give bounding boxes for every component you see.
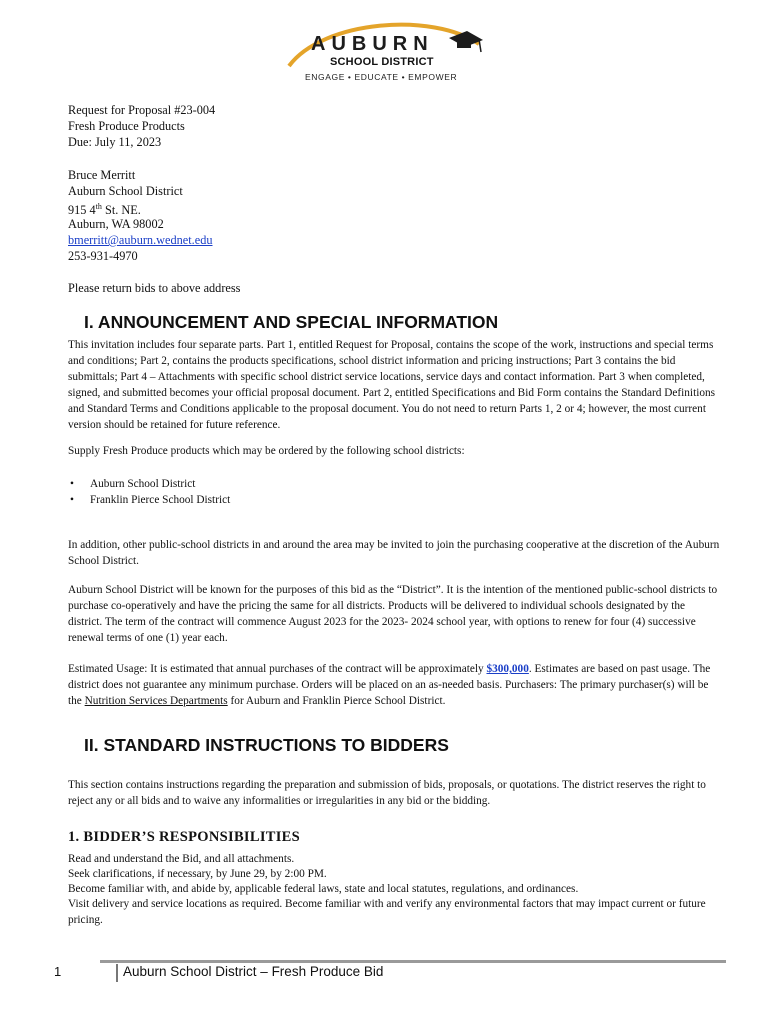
footer-divider xyxy=(100,960,726,963)
section-2-heading: II. STANDARD INSTRUCTIONS TO BIDDERS xyxy=(84,735,449,755)
contact-name: Bruce Merritt xyxy=(68,168,136,182)
rfp-title: Fresh Produce Products xyxy=(68,119,185,133)
footer-title: Auburn School District – Fresh Produce Bid xyxy=(123,964,384,979)
return-note: Please return bids to above address xyxy=(68,281,241,295)
logo-tagline: ENGAGE • EDUCATE • EMPOWER xyxy=(305,72,458,82)
contact-org: Auburn School District xyxy=(68,184,183,198)
list-item: Visit delivery and service locations as required. Become familiar with and verify any environmental factors that may impact current or future pricing. xyxy=(68,898,706,926)
section-1-para-4: Auburn School District will be known for the purposes of this bid as the “District”. It is the intention of the mentioned public-school districts to purchase co-operatively and have the pricing the same for all districts. Products will be delivered to individual schools designated by the district. The term of the contract will commence August 2023 for the 2023- 2024 school year, with options to renew for four (4) successive renewal terms of one (1) year each. xyxy=(68,584,718,644)
rfp-number: Request for Proposal #23-004 xyxy=(68,103,216,117)
estimated-usage: Estimated Usage: It is estimated that annual purchases of the contract will be approximately $300,000. Estimates are based on past usage. The district does not guarantee any minimum purchase. Orders will be placed on an as-needed basis. Purchasers: The primary purchaser(s) will be the Nutrition Services Departments for Auburn and Franklin Pierce School District. xyxy=(68,663,711,707)
section-1-para-3: In addition, other public-school districts in and around the area may be invited to join the purchasing cooperative at the discretion of the Auburn School District. xyxy=(68,539,720,567)
rfp-due-date: Due: July 11, 2023 xyxy=(68,135,162,149)
email-link[interactable]: bmerritt@auburn.wednet.edu xyxy=(68,233,213,247)
logo-district-text: SCHOOL DISTRICT xyxy=(330,56,434,68)
section-2-para-1: This section contains instructions regarding the preparation and submission of bids, proposals, or quotations. The district reserves the right to reject any or all bids and to waive any informalities or irregularities in any bid or the bidding. xyxy=(68,779,706,807)
list-item: Seek clarifications, if necessary, by June 29, by 2:00 PM. xyxy=(68,868,327,880)
nutrition-services-dept: Nutrition Services Departments xyxy=(84,695,228,707)
bidder-responsibilities-heading: 1. BIDDER’S RESPONSIBILITIES xyxy=(68,829,301,845)
list-item: Read and understand the Bid, and all attachments. xyxy=(68,853,295,865)
list-item: • Franklin Pierce School District xyxy=(68,492,230,508)
footer-separator xyxy=(116,964,118,982)
svg-text:AUBURN: AUBURN xyxy=(311,33,434,55)
section-1-para-1: This invitation includes four separate parts. Part 1, entitled Request for Proposal, contains the scope of the work, instructions and special terms and conditions; Part 2, contains the products specifications, school district information and pricing instructions; Part 3 contains the bid submittals; Part 4 – Attachments with specific school district service locations, service days and contact information. Part 3 when completed, signed, and submitted becomes your official proposal document. Part 2, entitled Specifications and Bid Form contains the Standard Definitions and Standard Terms and Conditions applicable to the proposal document. You do not need to return Parts 1, 2 or 4; however, the most current version should be retained for future reference. xyxy=(68,339,716,431)
district-list xyxy=(68,476,230,508)
page-number: 1 xyxy=(54,964,62,979)
contact-street: 915 4th St. NE. xyxy=(68,202,141,218)
list-item: Become familiar with, and abide by, applicable federal laws, state and local statutes, regulations, and ordinances. xyxy=(68,883,579,895)
contact-city: Auburn, WA 98002 xyxy=(68,217,164,231)
usage-amount: $300,000 xyxy=(486,663,529,675)
section-1-heading: I. ANNOUNCEMENT AND SPECIAL INFORMATION xyxy=(84,312,499,332)
contact-email[interactable] xyxy=(68,232,213,248)
section-1-para-2: Supply Fresh Produce products which may be ordered by the following school districts: xyxy=(68,445,465,457)
contact-phone: 253-931-4970 xyxy=(68,249,138,263)
list-item: • Auburn School District xyxy=(68,476,230,492)
